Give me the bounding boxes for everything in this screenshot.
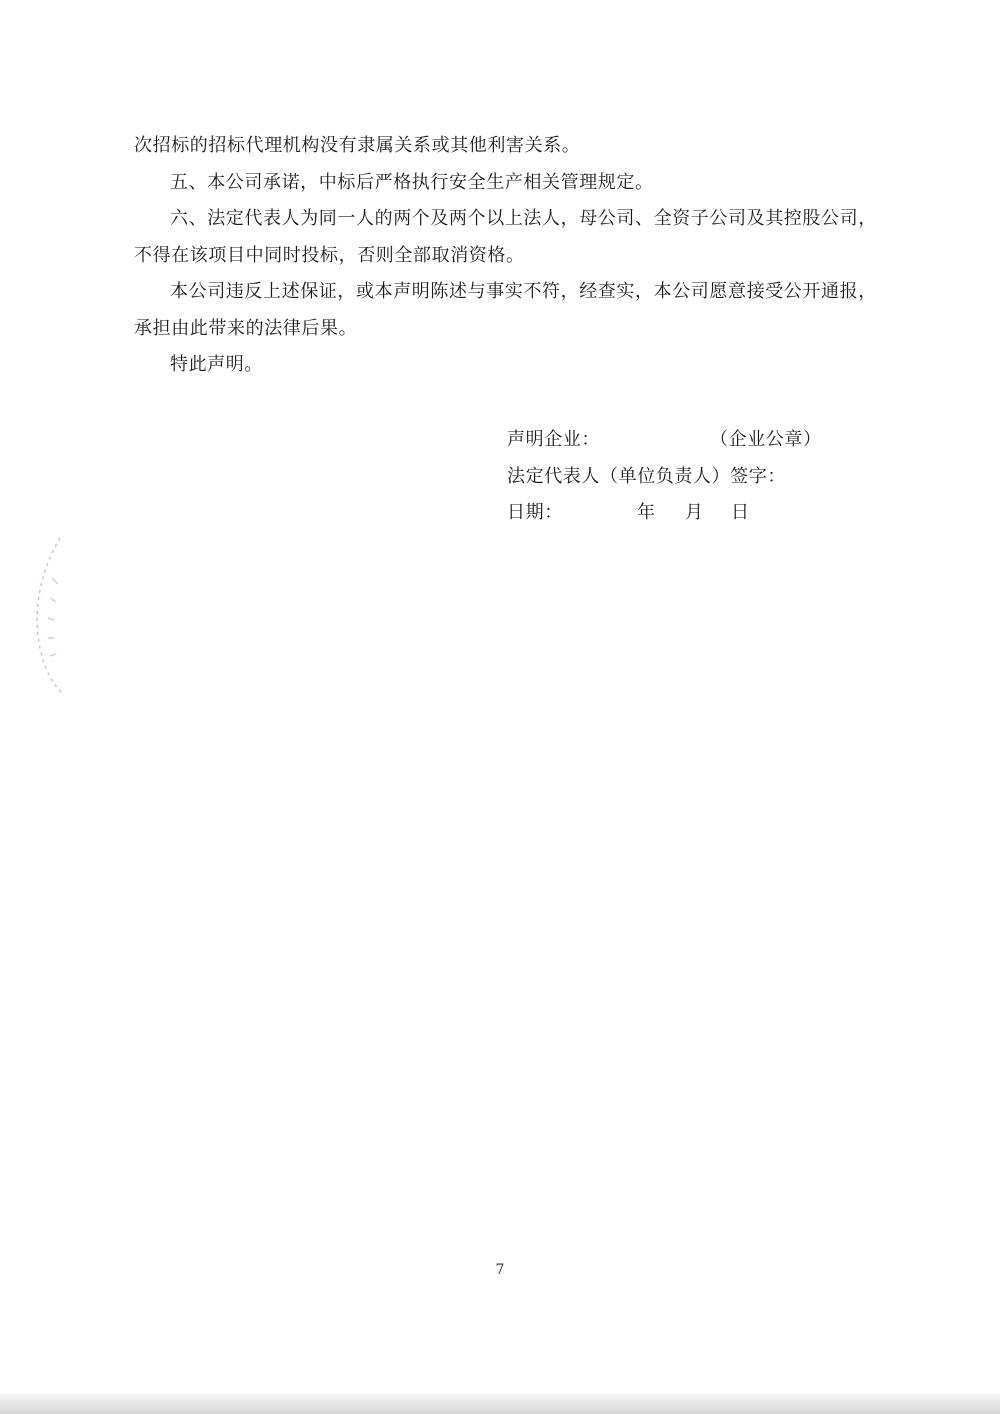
paragraph-item-6: 六、法定代表人为同一人的两个及两个以上法人，母公司、全资子公司及其控股公司，不得在该项目中同时投标，否则全部取消资格。 xyxy=(134,208,877,266)
paragraph-item-5: 五、本公司承诺，中标后严格执行安全生产相关管理规定。 xyxy=(170,171,654,193)
paragraph-continuation: 次招标的招标代理机构没有隶属关系或其他利害关系。 xyxy=(134,135,581,156)
representative-label: 法定代表人（单位负责人）签字： xyxy=(507,465,786,487)
paragraph-closing: 特此声明。 xyxy=(170,354,263,375)
date-row xyxy=(507,495,927,532)
page-number: 7 xyxy=(495,1262,505,1278)
seal-label: （企业公章） xyxy=(710,429,822,450)
representative-row xyxy=(507,459,927,496)
company-row xyxy=(507,422,927,459)
year-label: 年 xyxy=(637,502,656,523)
company-label: 声明企业： xyxy=(507,429,600,450)
declaration-body xyxy=(134,128,894,384)
day-label: 日 xyxy=(731,502,750,523)
month-label: 月 xyxy=(685,502,704,523)
date-label: 日期： xyxy=(507,502,563,523)
signature-block xyxy=(507,422,927,532)
paragraph-liability: 本公司违反上述保证，或本声明陈述与事实不符，经查实，本公司愿意接受公开通报，承担由此带来的法律后果。 xyxy=(134,281,877,339)
scan-edge-strip xyxy=(0,1394,1000,1414)
seal-edge-mark xyxy=(12,528,72,698)
